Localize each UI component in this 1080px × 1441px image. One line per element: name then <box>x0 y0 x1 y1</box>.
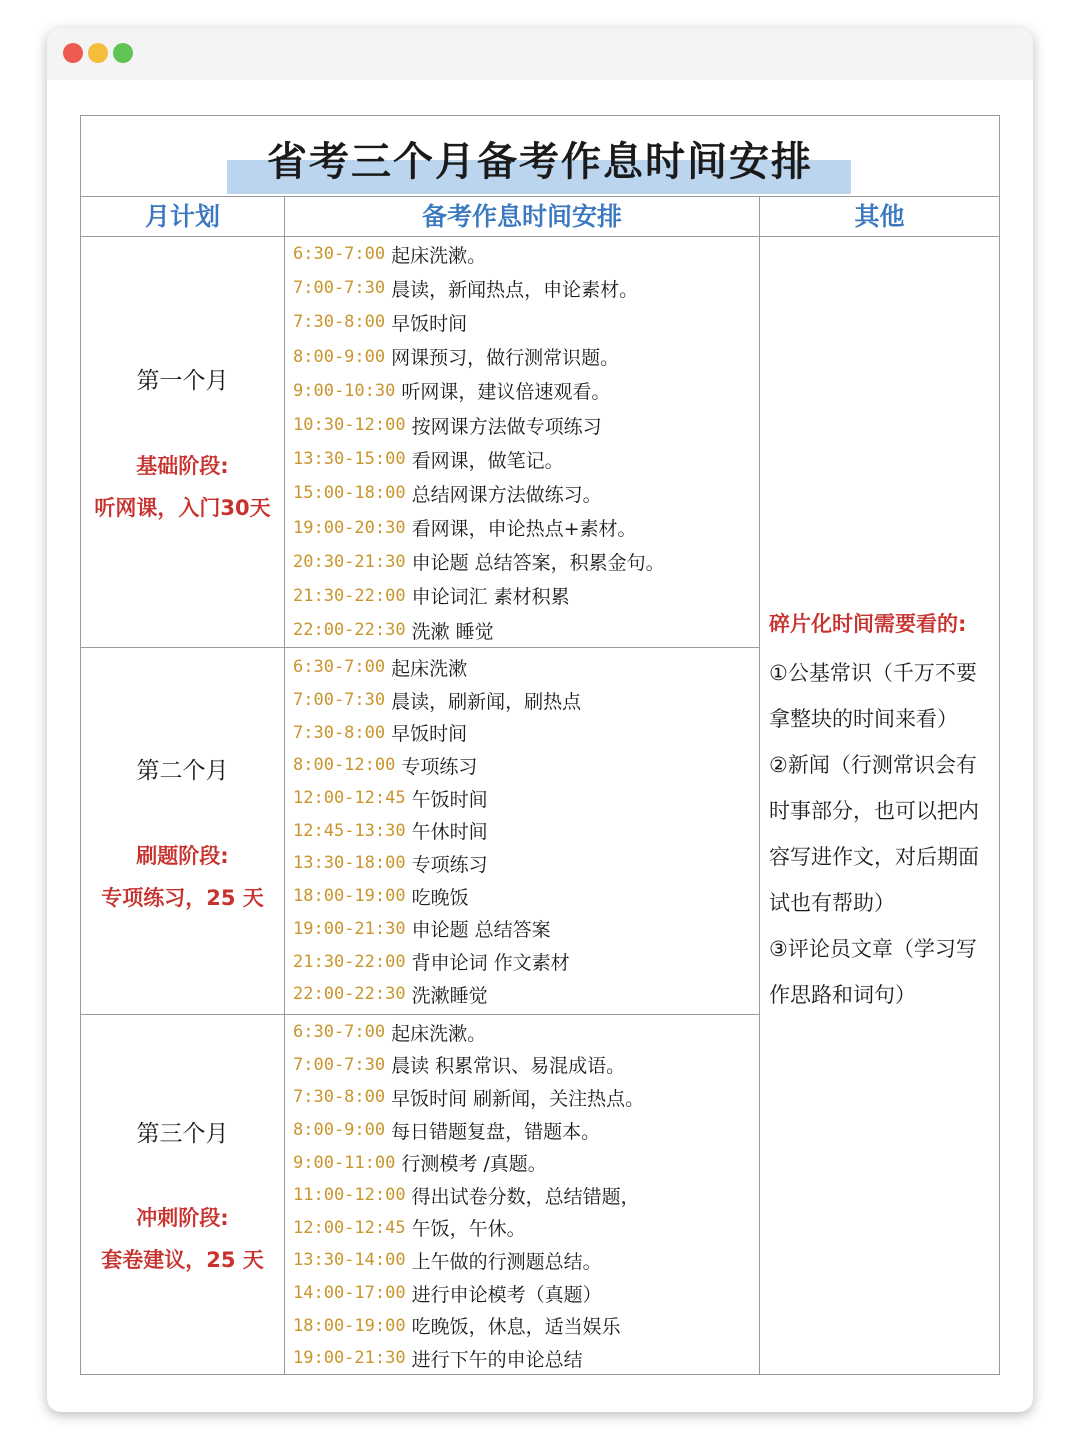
schedule-row <box>293 1277 763 1310</box>
header-month-plan: 月计划 <box>144 202 220 231</box>
schedule-row <box>293 1016 763 1049</box>
time-range: 19:00-21:30 <box>293 918 406 939</box>
month-1-stage-desc: 听网课，入门30天 <box>94 496 271 520</box>
activity-text: 专项练习 <box>401 755 478 778</box>
time-range: 18:00-19:00 <box>293 886 406 907</box>
time-range: 12:00-12:45 <box>293 1217 406 1238</box>
month-3-schedule <box>293 1016 763 1375</box>
time-range: 19:00-20:30 <box>293 517 406 538</box>
time-range: 7:00-7:30 <box>293 1054 386 1075</box>
divider <box>284 196 285 1374</box>
page-title: 省考三个月备考作息时间安排 <box>267 139 813 185</box>
schedule-row <box>293 442 763 476</box>
activity-text: 总结网课方法做练习。 <box>411 483 602 506</box>
time-range: 21:30-22:00 <box>293 951 406 972</box>
time-range: 18:00-19:00 <box>293 1315 406 1336</box>
schedule-row <box>293 545 763 579</box>
schedule-row <box>293 476 763 510</box>
schedule-row <box>293 579 763 613</box>
activity-text: 看网课，申论热点+素材。 <box>411 518 637 541</box>
time-range: 10:30-12:00 <box>293 415 406 436</box>
time-range: 8:00-9:00 <box>293 1120 386 1141</box>
activity-text: 听网课，建议倍速观看。 <box>401 381 611 404</box>
schedule-row <box>293 271 763 305</box>
activity-text: 吃晚饭 <box>411 886 469 909</box>
schedule-row <box>293 305 763 339</box>
schedule-row <box>293 880 763 913</box>
time-range: 7:00-7:30 <box>293 278 386 299</box>
schedule-row <box>293 1309 763 1342</box>
schedule-table <box>80 115 1000 1375</box>
time-range: 8:00-12:00 <box>293 755 396 776</box>
time-range: 6:30-7:00 <box>293 1022 386 1043</box>
month-1-stage-label: 基础阶段: <box>136 454 229 478</box>
month-2-stage-label: 刷题阶段: <box>136 844 229 868</box>
other-line: 时事部分，也可以把内 <box>769 799 979 823</box>
month-1-name: 第一个月 <box>136 368 229 394</box>
activity-text: 午休时间 <box>411 821 488 844</box>
schedule-row <box>293 978 763 1011</box>
activity-text: 早饭时间 <box>391 723 468 746</box>
schedule-row <box>293 684 763 717</box>
activity-text: 行测模考 /真题。 <box>401 1153 547 1176</box>
schedule-row <box>293 340 763 374</box>
schedule-row <box>293 814 763 847</box>
divider <box>81 196 999 197</box>
month-2-schedule <box>293 651 763 1011</box>
schedule-row <box>293 613 763 647</box>
other-title: 碎片化时间需要看的: <box>769 612 967 636</box>
month-2-stage-desc: 专项练习，25 天 <box>101 886 264 910</box>
time-range: 13:30-15:00 <box>293 449 406 470</box>
time-range: 6:30-7:00 <box>293 244 386 265</box>
schedule-row <box>293 749 763 782</box>
schedule-row <box>293 1342 763 1375</box>
activity-text: 晨读 积累常识、易混成语。 <box>391 1055 626 1078</box>
time-range: 19:00-21:30 <box>293 1348 406 1369</box>
month-2-name: 第二个月 <box>136 758 229 784</box>
schedule-row <box>293 374 763 408</box>
time-range: 7:30-8:00 <box>293 1087 386 1108</box>
schedule-row <box>293 913 763 946</box>
activity-text: 午饭，午休。 <box>411 1218 526 1241</box>
time-range: 7:30-8:00 <box>293 722 386 743</box>
activity-text: 晨读，刷新闻，刷热点 <box>391 690 582 713</box>
month-3-stage-desc: 套卷建议，25 天 <box>101 1248 264 1272</box>
other-line: ②新闻（行测常识会有 <box>769 753 977 777</box>
time-range: 9:00-11:00 <box>293 1152 396 1173</box>
time-range: 11:00-12:00 <box>293 1185 406 1206</box>
time-range: 12:45-13:30 <box>293 820 406 841</box>
schedule-row <box>293 945 763 978</box>
schedule-row <box>293 782 763 815</box>
schedule-row <box>293 511 763 545</box>
activity-text: 申论题 总结答案，积累金句。 <box>411 552 665 575</box>
activity-text: 起床洗漱。 <box>391 1022 487 1045</box>
activity-text: 看网课，做笔记。 <box>411 449 564 472</box>
schedule-row <box>293 1244 763 1277</box>
other-line: ①公基常识（千万不要 <box>769 661 977 685</box>
schedule-row <box>293 1049 763 1082</box>
activity-text: 每日错题复盘，错题本。 <box>391 1120 601 1143</box>
activity-text: 申论词汇 素材积累 <box>411 586 570 609</box>
other-line: 容写进作文，对后期面 <box>769 845 979 869</box>
schedule-row <box>293 408 763 442</box>
activity-text: 进行下午的申论总结 <box>411 1348 583 1371</box>
activity-text: 午饭时间 <box>411 788 488 811</box>
activity-text: 申论题 总结答案 <box>411 919 551 942</box>
close-window-button[interactable] <box>63 43 83 63</box>
activity-text: 进行申论模考（真题） <box>411 1283 602 1306</box>
time-range: 22:00-22:30 <box>293 620 406 641</box>
activity-text: 专项练习 <box>411 853 488 876</box>
time-range: 22:00-22:30 <box>293 984 406 1005</box>
activity-text: 上午做的行测题总结。 <box>411 1250 602 1273</box>
time-range: 20:30-21:30 <box>293 551 406 572</box>
minimize-window-button[interactable] <box>88 43 108 63</box>
time-range: 12:00-12:45 <box>293 788 406 809</box>
app-window <box>47 28 1033 1412</box>
other-line: 拿整块的时间来看） <box>769 707 958 731</box>
schedule-row <box>293 1081 763 1114</box>
schedule-row <box>293 1212 763 1245</box>
activity-text: 按网课方法做专项练习 <box>411 415 602 438</box>
other-line: ③评论员文章（学习写 <box>769 937 977 961</box>
header-other: 其他 <box>854 202 905 231</box>
time-range: 9:00-10:30 <box>293 380 396 401</box>
time-range: 13:30-14:00 <box>293 1250 406 1271</box>
schedule-row <box>293 1114 763 1147</box>
activity-text: 洗漱 睡觉 <box>411 620 494 643</box>
activity-text: 早饭时间 刷新闻，关注热点。 <box>391 1087 645 1110</box>
header-schedule: 备考作息时间安排 <box>421 202 622 231</box>
time-range: 13:30-18:00 <box>293 853 406 874</box>
month-1-schedule <box>293 237 763 647</box>
activity-text: 晨读，新闻热点，申论素材。 <box>391 278 639 301</box>
activity-text: 网课预习，做行测常识题。 <box>391 347 620 370</box>
activity-text: 起床洗漱。 <box>391 244 487 267</box>
schedule-row <box>293 716 763 749</box>
time-range: 7:30-8:00 <box>293 312 386 333</box>
activity-text: 背申论词 作文素材 <box>411 952 570 975</box>
time-range: 15:00-18:00 <box>293 483 406 504</box>
other-line: 试也有帮助） <box>769 891 895 915</box>
schedule-row <box>293 237 763 271</box>
schedule-row <box>293 1146 763 1179</box>
divider <box>81 1014 759 1015</box>
activity-text: 洗漱睡觉 <box>411 984 488 1007</box>
time-range: 7:00-7:30 <box>293 690 386 711</box>
activity-text: 早饭时间 <box>391 312 468 335</box>
activity-text: 起床洗漱 <box>391 657 468 680</box>
schedule-row <box>293 847 763 880</box>
time-range: 21:30-22:00 <box>293 585 406 606</box>
activity-text: 得出试卷分数，总结错题， <box>411 1185 640 1208</box>
activity-text: 吃晚饭，休息，适当娱乐 <box>411 1316 621 1339</box>
other-line: 作思路和词句） <box>769 983 916 1007</box>
time-range: 8:00-9:00 <box>293 346 386 367</box>
month-3-name: 第三个月 <box>136 1121 229 1147</box>
time-range: 6:30-7:00 <box>293 657 386 678</box>
month-3-stage-label: 冲刺阶段: <box>136 1206 229 1230</box>
maximize-window-button[interactable] <box>113 43 133 63</box>
schedule-row <box>293 651 763 684</box>
schedule-row <box>293 1179 763 1212</box>
time-range: 14:00-17:00 <box>293 1283 406 1304</box>
window-titlebar <box>47 28 1033 80</box>
